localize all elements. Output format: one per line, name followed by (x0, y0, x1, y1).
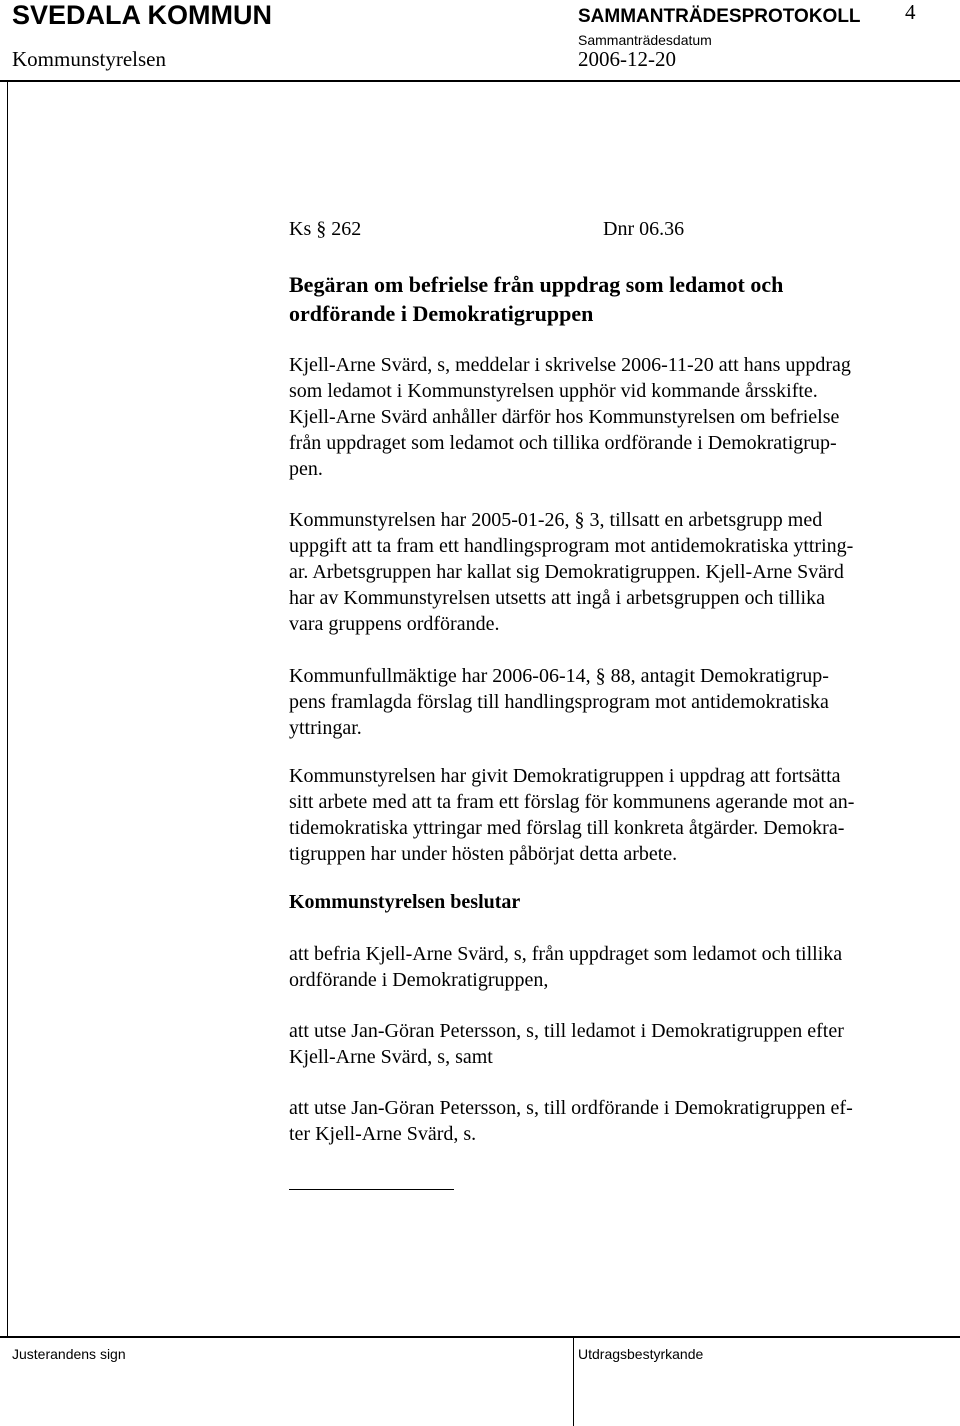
left-margin-rule (7, 82, 8, 1337)
paragraph-line: sitt arbete med att ta fram ett förslag för kommunens agerande mot an- (289, 791, 855, 813)
decision-line: ter Kjell-Arne Svärd, s. (289, 1123, 477, 1145)
title-line: Begäran om befrielse från uppdrag som ledamot och (289, 272, 784, 297)
case-reference: Ks § 262 (289, 218, 362, 240)
decision-item (289, 1095, 921, 1147)
paragraph-line: Kjell-Arne Svärd anhåller därför hos Kommunstyrelsen om befrielse (289, 406, 840, 428)
decision-heading: Kommunstyrelsen beslutar (289, 891, 521, 913)
signature-label: Justerandens sign (12, 1346, 126, 1362)
title-line: ordförande i Demokratigruppen (289, 301, 594, 326)
page-number: 4 (905, 0, 916, 24)
paragraph-line: pens framlagda förslag till handlingsprogram mot antidemokratiska (289, 691, 829, 713)
decision-line: ordförande i Demokratigruppen, (289, 969, 549, 991)
meeting-date-label: Sammanträdesdatum (578, 32, 712, 48)
decision-item (289, 1018, 921, 1070)
closing-rule (289, 1189, 454, 1190)
paragraph-line: vara gruppens ordförande. (289, 613, 500, 635)
registration-number: Dnr 06.36 (603, 218, 685, 240)
paragraph (289, 352, 921, 482)
organization-name: SVEDALA KOMMUN (12, 0, 272, 30)
document-type: SAMMANTRÄDESPROTOKOLL (578, 6, 861, 27)
section-title (289, 270, 921, 328)
decision-line: att utse Jan-Göran Petersson, s, till ledamot i Demokratigruppen efter (289, 1020, 844, 1042)
paragraph (289, 763, 921, 867)
paragraph-line: pen. (289, 458, 323, 480)
paragraph-line: yttringar. (289, 717, 362, 739)
decision-line: Kjell-Arne Svärd, s, samt (289, 1046, 493, 1068)
paragraph (289, 507, 921, 637)
paragraph-line: från uppdraget som ledamot och tillika ordförande i Demokratigrup- (289, 432, 837, 454)
paragraph-line: uppgift att ta fram ett handlingsprogram mot antidemokratiska yttring- (289, 535, 854, 557)
paragraph (289, 663, 921, 741)
paragraph-line: ar. Arbetsgruppen har kallat sig Demokratigruppen. Kjell-Arne Svärd (289, 561, 844, 583)
header-divider (0, 80, 960, 82)
paragraph-line: tigruppen har under hösten påbörjat detta arbete. (289, 843, 678, 865)
certification-label: Utdragsbestyrkande (578, 1346, 704, 1362)
decision-line: att utse Jan-Göran Petersson, s, till ordförande i Demokratigruppen ef- (289, 1097, 853, 1119)
paragraph-line: har av Kommunstyrelsen utsetts att ingå i arbetsgruppen och tillika (289, 587, 825, 609)
meeting-date: 2006-12-20 (578, 47, 676, 71)
paragraph-line: Kommunstyrelsen har 2005-01-26, § 3, tillsatt en arbetsgrupp med (289, 509, 823, 531)
footer-column-divider (573, 1338, 574, 1426)
paragraph-line: tidemokratiska yttringar med förslag till konkreta åtgärder. Demokra- (289, 817, 845, 839)
committee-name: Kommunstyrelsen (12, 47, 166, 71)
paragraph-line: Kommunstyrelsen har givit Demokratigruppen i uppdrag att fortsätta (289, 765, 841, 787)
paragraph-line: Kommunfullmäktige har 2006-06-14, § 88, antagit Demokratigrup- (289, 665, 829, 687)
decision-line: att befria Kjell-Arne Svärd, s, från uppdraget som ledamot och tillika (289, 943, 843, 965)
paragraph-line: Kjell-Arne Svärd, s, meddelar i skrivelse 2006-11-20 att hans uppdrag (289, 354, 851, 376)
decision-item (289, 941, 921, 993)
paragraph-line: som ledamot i Kommunstyrelsen upphör vid kommande årsskifte. (289, 380, 818, 402)
footer-divider (0, 1336, 960, 1338)
